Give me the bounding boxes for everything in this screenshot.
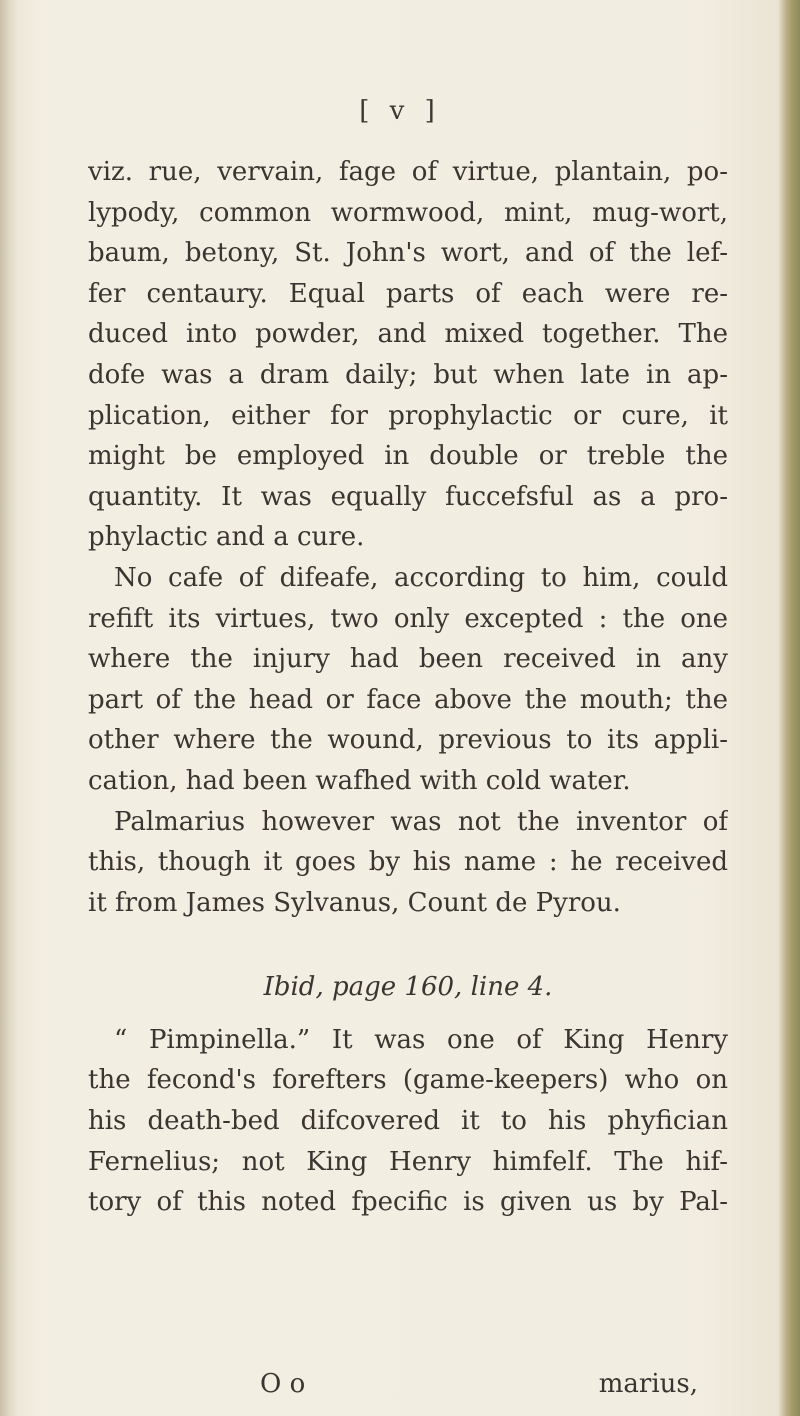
- page-number-header: [ v ]: [359, 96, 441, 126]
- text-line: other where the wound, previous to its appli-: [88, 725, 728, 756]
- text-line: duced into powder, and mixed together. The: [88, 319, 728, 350]
- text-line: tory of this noted fpecific is given us by Pal-: [88, 1187, 728, 1218]
- text-line: cation, had been wafhed with cold water.: [88, 765, 631, 796]
- text-line: refift its virtues, two only excepted : the one: [88, 603, 728, 634]
- text-line: it from James Sylvanus, Count de Pyrou.: [88, 887, 621, 918]
- signature-mark: O o: [260, 1369, 306, 1399]
- text-line: quantity. It was equally fuccefsful as a pro-: [88, 481, 728, 512]
- paragraph-palmarius: [88, 802, 728, 924]
- section-caption: Ibid, page 160, line 4.: [263, 972, 553, 1003]
- page-gutter-shadow: [0, 0, 18, 1416]
- text-line: his death-bed difcovered it to his phyfician: [88, 1106, 728, 1137]
- text-line: No cafe of difeafe, according to him, could: [114, 562, 728, 593]
- text-line: plication, either for prophylactic or cure, it: [88, 400, 728, 431]
- text-line: baum, betony, St. John's wort, and of the lef-: [88, 238, 728, 269]
- catchword: marius,: [598, 1369, 698, 1399]
- paragraph-herbs-list: [88, 152, 728, 558]
- page-footer: [88, 1364, 728, 1405]
- text-line: where the injury had been received in any: [88, 644, 728, 675]
- text-line: the fecond's forefters (game-keepers) who on: [88, 1065, 728, 1096]
- text-line: lypody, common wormwood, mint, mug-wort,: [88, 197, 728, 228]
- text-line: dofe was a dram daily; but when late in ap-: [88, 359, 728, 390]
- text-line: might be employed in double or treble the: [88, 441, 728, 472]
- text-line: Fernelius; not King Henry himfelf. The hif-: [88, 1146, 728, 1177]
- text-line: viz. rue, vervain, fage of virtue, plantain, po-: [88, 157, 728, 187]
- text-line: Palmarius however was not the inventor of: [114, 806, 728, 837]
- text-line: this, though it goes by his name : he received: [88, 847, 728, 878]
- text-line: part of the head or face above the mouth; the: [88, 684, 728, 715]
- text-line: “ Pimpinella.” It was one of King Henry: [114, 1024, 728, 1055]
- text-line: fer centaury. Equal parts of each were re-: [88, 278, 728, 309]
- paragraph-exceptions: [88, 558, 728, 802]
- paragraph-pimpinella: [88, 1020, 728, 1223]
- page-body-text: [88, 152, 728, 1223]
- text-line: phylactic and a cure.: [88, 522, 365, 553]
- page-edge-binding: [778, 0, 800, 1416]
